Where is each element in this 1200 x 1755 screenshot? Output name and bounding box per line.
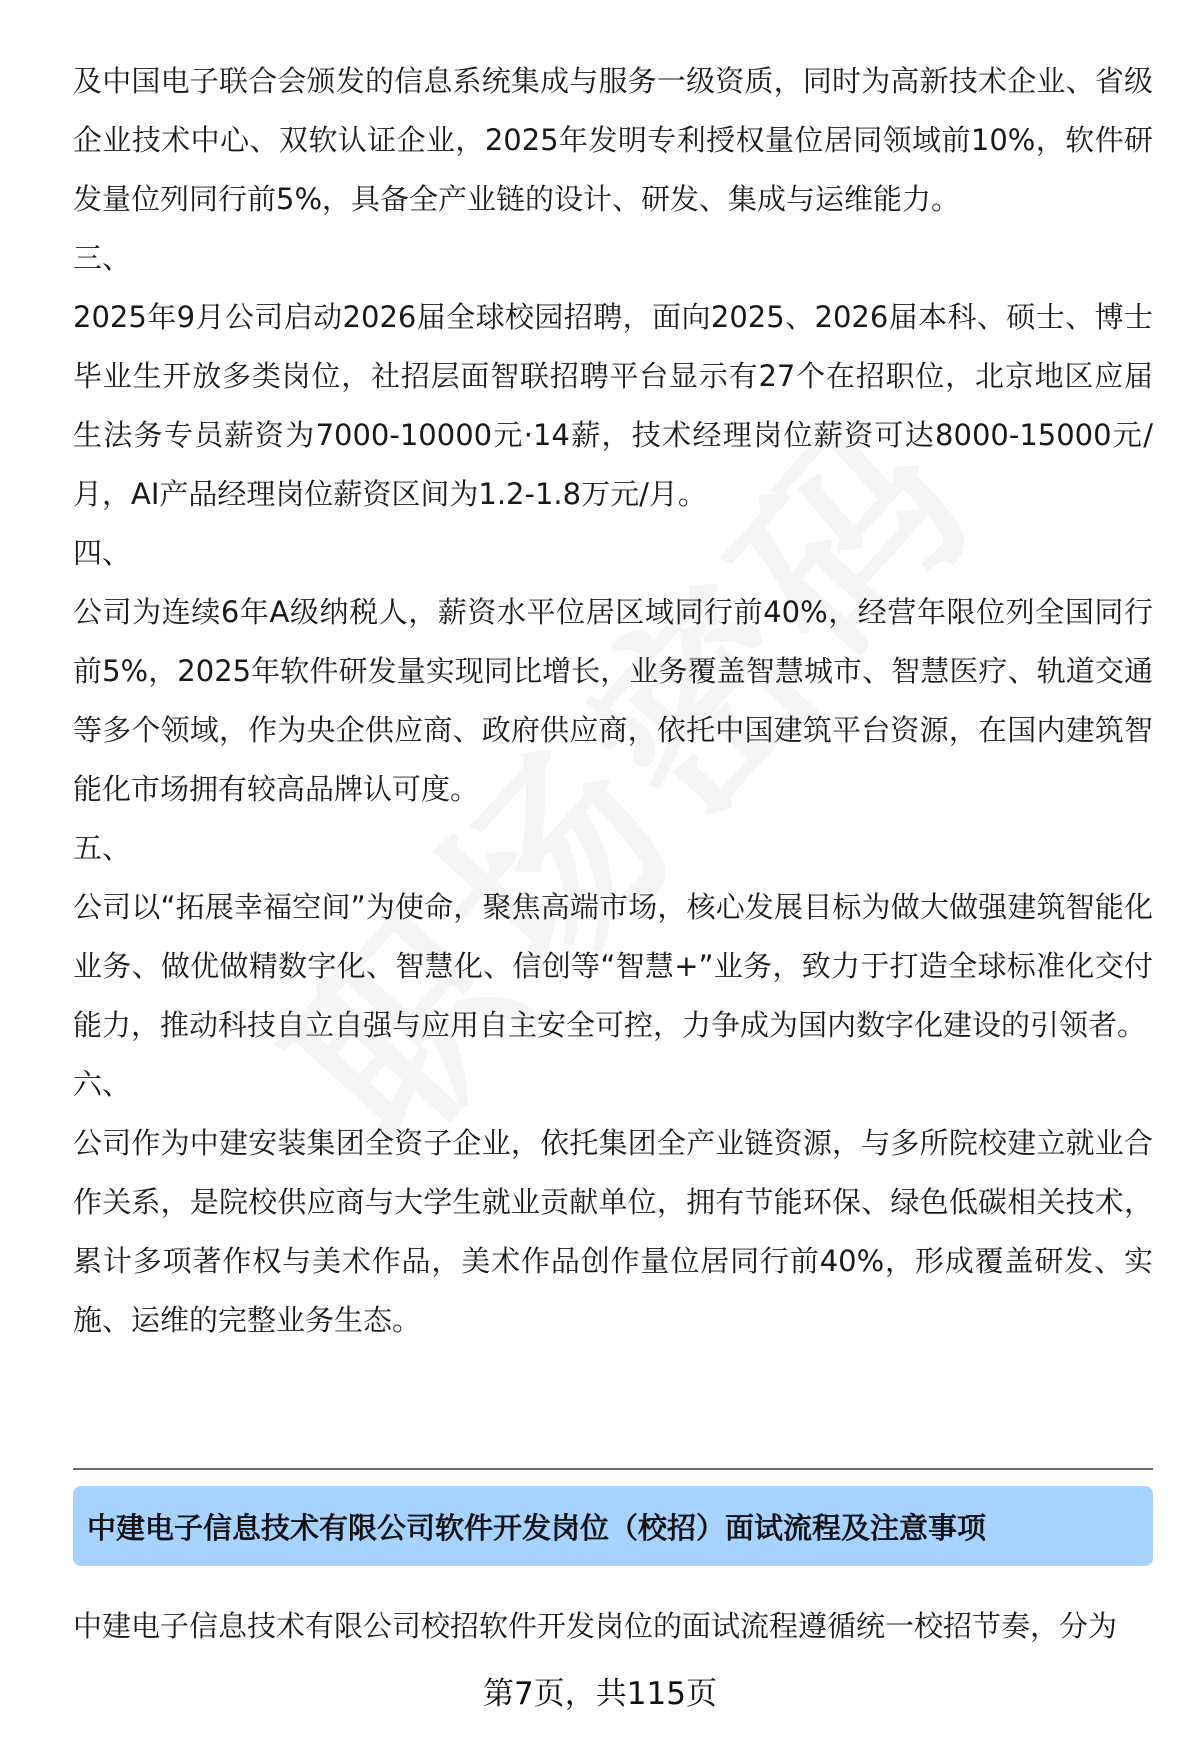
section-divider — [73, 1468, 1153, 1470]
paragraph-group-resources: 公司作为中建安装集团全资子企业，依托集团全产业链资源，与多所院校建立就业合作关系，是院校供应商与大学生就业贡献单位，拥有节能环保、绿色低碳相关技术，累计多项著作权与美术作品，美术作品创作量位居同行前40%，形成覆盖研发、实施、运维的完整业务生态。 — [73, 1126, 1153, 1337]
section-title: 中建电子信息技术有限公司软件开发岗位（校招）面试流程及注意事项 — [87, 1510, 987, 1545]
section-number-3: 三、 — [73, 241, 132, 275]
paragraph-tax-and-business: 公司为连续6年A级纳税人，薪资水平位居区域同行前40%，经营年限位列全国同行前5%，2025年软件研发量实现同比增长，业务覆盖智慧城市、智慧医疗、轨道交通等多个领域，作为央企供应商、政府供应商，依托中国建筑平台资源，在国内建筑智能化市场拥有较高品牌认可度。 — [73, 595, 1153, 806]
section-number-5: 五、 — [73, 831, 132, 865]
document-body — [73, 52, 1153, 1350]
paragraph-qualifications: 及中国电子联合会颁发的信息系统集成与服务一级资质，同时为高新技术企业、省级企业技术中心、双软认证企业，2025年发明专利授权量位居同领域前10%，软件研发量位列同行前5%，具备全产业链的设计、研发、集成与运维能力。 — [73, 64, 1153, 216]
section-number-4: 四、 — [73, 536, 132, 570]
section-number-6: 六、 — [73, 1067, 132, 1101]
paragraph-mission: 公司以“拓展幸福空间”为使命，聚焦高端市场，核心发展目标为做大做强建筑智能化业务、做优做精数字化、智慧化、信创等“智慧+”业务，致力于打造全球标准化交付能力，推动科技自立自强与应用自主安全可控，力争成为国内数字化建设的引领者。 — [73, 890, 1153, 1042]
section-title-box — [73, 1486, 1153, 1566]
paragraph-recruitment: 2025年9月公司启动2026届全球校园招聘，面向2025、2026届本科、硕士、博士毕业生开放多类岗位，社招层面智联招聘平台显示有27个在招职位，北京地区应届生法务专员薪资为7000-10000元·14薪，技术经理岗位薪资可达8000-15000元/月，AI产品经理岗位薪资区间为1.2-1.8万元/月。 — [73, 300, 1153, 511]
page-number: 第7页，共115页 — [483, 1676, 717, 1712]
section-intro: 中建电子信息技术有限公司校招软件开发岗位的面试流程遵循统一校招节奏，分为 — [73, 1609, 1118, 1643]
